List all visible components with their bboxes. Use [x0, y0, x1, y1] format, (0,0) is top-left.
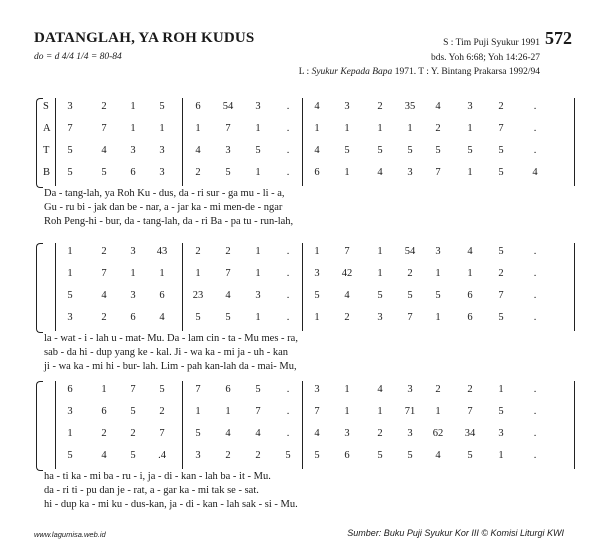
note: 1 — [159, 123, 165, 134]
voice-row — [0, 287, 600, 309]
note: 1 — [101, 384, 107, 395]
lyricist-rest: 1971. T : Y. Bintang Prakarsa 1992/94 — [392, 67, 540, 77]
note: 5 — [159, 384, 165, 395]
bar-line — [55, 309, 56, 331]
note: 2 — [344, 312, 350, 323]
note: 7 — [195, 384, 201, 395]
note: 4 — [101, 145, 107, 156]
note: 1 — [67, 268, 73, 279]
note: 6 — [159, 290, 165, 301]
bar-line — [182, 309, 183, 331]
voice-row — [0, 425, 600, 447]
note: . — [533, 246, 537, 257]
note: .4 — [158, 450, 166, 461]
note: 6 — [225, 384, 231, 395]
note: 1 — [377, 123, 383, 134]
lyric-line: sab - da hi - dup yang ke - kal. Ji - wa ka - mi ja - uh - kan — [44, 347, 289, 358]
note: 2 — [225, 450, 231, 461]
note: 1 — [255, 246, 261, 257]
bar-line — [182, 403, 183, 425]
note: 1 — [314, 246, 320, 257]
note: 6 — [101, 406, 107, 417]
bar-line — [574, 142, 575, 164]
note: 3 — [67, 312, 73, 323]
note: 5 — [225, 312, 231, 323]
voice-row — [0, 447, 600, 469]
note: . — [533, 428, 537, 439]
note: 2 — [225, 246, 231, 257]
note: 3 — [159, 145, 165, 156]
note: 5 — [498, 312, 504, 323]
note: 71 — [404, 406, 416, 417]
note: 3 — [130, 145, 136, 156]
bar-line — [182, 381, 183, 403]
note: 3 — [407, 428, 413, 439]
voice-row — [0, 98, 600, 120]
note: . — [286, 167, 290, 178]
bar-line — [574, 287, 575, 309]
bar-line — [182, 425, 183, 447]
note: 2 — [195, 167, 201, 178]
note: 5 — [101, 167, 107, 178]
note: 4 — [532, 167, 538, 178]
bar-line — [574, 425, 575, 447]
note: 7 — [255, 406, 261, 417]
note: 7 — [314, 406, 320, 417]
bar-line — [574, 403, 575, 425]
note: . — [286, 384, 290, 395]
bar-line — [182, 243, 183, 265]
bar-line — [302, 120, 303, 142]
note: 5 — [195, 312, 201, 323]
bar-line — [574, 243, 575, 265]
bar-line — [55, 243, 56, 265]
bar-line — [55, 120, 56, 142]
note: 3 — [225, 145, 231, 156]
bar-line — [55, 381, 56, 403]
note: 4 — [195, 145, 201, 156]
note: 5 — [407, 290, 413, 301]
tempo-marking: do = d 4/4 1/4 = 80-84 — [34, 52, 122, 62]
note: 2 — [101, 101, 107, 112]
note: 2 — [195, 246, 201, 257]
note: 4 — [314, 145, 320, 156]
note: 3 — [407, 167, 413, 178]
bar-line — [302, 243, 303, 265]
bar-line — [574, 98, 575, 120]
note: 5 — [498, 246, 504, 257]
note: 3 — [255, 290, 261, 301]
note: 5 — [159, 101, 165, 112]
bar-line — [182, 447, 183, 469]
note: 5 — [407, 450, 413, 461]
note: 3 — [314, 384, 320, 395]
note: . — [533, 312, 537, 323]
note: 2 — [377, 428, 383, 439]
note: 5 — [377, 145, 383, 156]
note: 1 — [344, 384, 350, 395]
note: 1 — [377, 406, 383, 417]
note: 5 — [255, 145, 261, 156]
note: 23 — [192, 290, 204, 301]
note: . — [286, 312, 290, 323]
note: 2 — [435, 384, 441, 395]
note: 3 — [130, 246, 136, 257]
note: 7 — [225, 268, 231, 279]
note: 5 — [255, 384, 261, 395]
note: 3 — [498, 428, 504, 439]
note: 3 — [467, 101, 473, 112]
lyric-line: da - ri ti - pu dan je - rat, a - gar ka - mi tak se - sat. — [44, 485, 259, 496]
note: 2 — [159, 406, 165, 417]
voice-row — [0, 164, 600, 186]
voice-row — [0, 142, 600, 164]
note: 2 — [498, 101, 504, 112]
composer-credit: S : Tim Puji Syukur 1991 — [443, 38, 540, 48]
note: 1 — [435, 312, 441, 323]
voice-row — [0, 120, 600, 142]
note: 1 — [467, 123, 473, 134]
note: 5 — [195, 428, 201, 439]
note: 1 — [498, 450, 504, 461]
note: 43 — [156, 246, 168, 257]
voice-row — [0, 381, 600, 403]
note: 7 — [130, 384, 136, 395]
lyric-line: hi - dup ka - mi ku - dus-kan, ja - di - kan - lah sak - si - Mu. — [44, 499, 298, 510]
note: 1 — [435, 268, 441, 279]
note: . — [286, 101, 290, 112]
bar-line — [302, 287, 303, 309]
note: . — [286, 268, 290, 279]
note: 1 — [344, 406, 350, 417]
note: . — [533, 101, 537, 112]
note: 2 — [498, 268, 504, 279]
note: 7 — [101, 268, 107, 279]
note: 5 — [498, 167, 504, 178]
note: 6 — [130, 167, 136, 178]
bar-line — [55, 265, 56, 287]
bar-line — [55, 287, 56, 309]
bar-line — [55, 164, 56, 186]
note: 3 — [344, 101, 350, 112]
note: 5 — [67, 290, 73, 301]
lyric-line: ha - ti ka - mi ba - ru - i, ja - di - kan - lah ba - it - Mu. — [44, 471, 271, 482]
note: 7 — [344, 246, 350, 257]
note: 2 — [101, 428, 107, 439]
note: 6 — [344, 450, 350, 461]
note: 2 — [130, 428, 136, 439]
note: 2 — [435, 123, 441, 134]
lyricist-source: Syukur Kepada Bapa — [311, 67, 393, 77]
note: 1 — [225, 406, 231, 417]
bar-line — [302, 98, 303, 120]
note: 1 — [435, 406, 441, 417]
note: . — [286, 290, 290, 301]
song-title: DATANGLAH, YA ROH KUDUS — [34, 30, 255, 46]
bar-line — [302, 265, 303, 287]
note: 7 — [435, 167, 441, 178]
bar-line — [574, 120, 575, 142]
note: 5 — [67, 145, 73, 156]
note: 2 — [467, 384, 473, 395]
note: 4 — [159, 312, 165, 323]
note: 3 — [67, 101, 73, 112]
note: 1 — [67, 428, 73, 439]
note: 3 — [407, 384, 413, 395]
note: . — [533, 123, 537, 134]
bar-line — [182, 164, 183, 186]
bar-line — [55, 98, 56, 120]
note: 1 — [130, 268, 136, 279]
voice-label: S — [43, 101, 49, 112]
note: 5 — [407, 145, 413, 156]
bar-line — [55, 142, 56, 164]
note: 1 — [407, 123, 413, 134]
note: 2 — [101, 246, 107, 257]
bar-line — [302, 142, 303, 164]
voice-label: B — [43, 167, 51, 178]
note: 54 — [404, 246, 416, 257]
note: 7 — [407, 312, 413, 323]
note: 3 — [195, 450, 201, 461]
note: 5 — [344, 145, 350, 156]
lyricist-credit — [299, 67, 540, 77]
note: . — [286, 428, 290, 439]
note: 5 — [225, 167, 231, 178]
bar-line — [182, 142, 183, 164]
note: . — [286, 123, 290, 134]
note: 3 — [435, 246, 441, 257]
note: 1 — [130, 123, 136, 134]
note: 54 — [222, 101, 234, 112]
note: 7 — [225, 123, 231, 134]
note: 3 — [159, 167, 165, 178]
note: 2 — [407, 268, 413, 279]
note: 1 — [255, 123, 261, 134]
scripture-reference: bds. Yoh 6:68; Yoh 14:26-27 — [430, 53, 540, 63]
note: 7 — [101, 123, 107, 134]
hymn-number: 572 — [545, 28, 572, 48]
note: 1 — [255, 268, 261, 279]
note: 4 — [344, 290, 350, 301]
note: 4 — [225, 290, 231, 301]
note: 5 — [285, 450, 291, 461]
bar-line — [302, 403, 303, 425]
website-footer: www.lagumisa.web.id — [34, 530, 106, 539]
note: 7 — [498, 290, 504, 301]
bar-line — [302, 309, 303, 331]
note: 5 — [467, 145, 473, 156]
note: 1 — [467, 268, 473, 279]
note: 5 — [130, 406, 136, 417]
source-footer: Sumber: Buku Puji Syukur Kor III © Komisi Liturgi KWI — [347, 528, 564, 538]
note: 5 — [314, 450, 320, 461]
bar-line — [182, 287, 183, 309]
note: 1 — [377, 246, 383, 257]
note: 1 — [195, 268, 201, 279]
note: 7 — [67, 123, 73, 134]
note: 5 — [67, 450, 73, 461]
lyricist-prefix: L : — [298, 67, 312, 77]
lyric-line: Gu - ru bi - jak dan be - nar, a - jar ka - mi men-de - ngar — [44, 202, 283, 213]
bar-line — [574, 381, 575, 403]
note: 4 — [435, 101, 441, 112]
note: 4 — [435, 450, 441, 461]
lyric-line: ji - wa ka - mi hi - bur- lah. Lim - pah kan-lah da - mai- Mu, — [44, 361, 297, 372]
bar-line — [574, 265, 575, 287]
note: 3 — [130, 290, 136, 301]
voice-row — [0, 265, 600, 287]
note: 5 — [498, 406, 504, 417]
note: . — [286, 246, 290, 257]
note: 6 — [130, 312, 136, 323]
voice-row — [0, 403, 600, 425]
note: . — [533, 268, 537, 279]
note: 7 — [159, 428, 165, 439]
note: 6 — [314, 167, 320, 178]
lyric-line: la - wat - i - lah u - mat- Mu. Da - lam cin - ta - Mu mes - ra, — [44, 333, 298, 344]
note: 5 — [377, 290, 383, 301]
note: 1 — [159, 268, 165, 279]
bar-line — [574, 164, 575, 186]
note: 4 — [377, 167, 383, 178]
note: 34 — [464, 428, 476, 439]
note: 3 — [344, 428, 350, 439]
note: 4 — [467, 246, 473, 257]
bar-line — [302, 425, 303, 447]
bar-line — [302, 381, 303, 403]
bar-line — [302, 164, 303, 186]
bar-line — [574, 447, 575, 469]
note: 4 — [255, 428, 261, 439]
note: 6 — [467, 290, 473, 301]
note: 1 — [195, 406, 201, 417]
note: 1 — [344, 123, 350, 134]
note: . — [533, 384, 537, 395]
note: 4 — [101, 290, 107, 301]
note: . — [533, 406, 537, 417]
note: 7 — [498, 123, 504, 134]
note: 1 — [467, 167, 473, 178]
voice-row — [0, 309, 600, 331]
lyric-line: Da - tang-lah, ya Roh Ku - dus, da - ri sur - ga mu - li - a, — [44, 188, 285, 199]
note: 1 — [498, 384, 504, 395]
note: . — [533, 450, 537, 461]
bar-line — [574, 309, 575, 331]
note: 1 — [377, 268, 383, 279]
note: 4 — [377, 384, 383, 395]
voice-label: T — [43, 145, 50, 156]
note: 6 — [467, 312, 473, 323]
note: 6 — [67, 384, 73, 395]
note: 4 — [101, 450, 107, 461]
note: 4 — [225, 428, 231, 439]
note: 5 — [498, 145, 504, 156]
note: 1 — [255, 312, 261, 323]
note: 5 — [435, 145, 441, 156]
note: 1 — [314, 312, 320, 323]
note: . — [533, 145, 537, 156]
bar-line — [55, 447, 56, 469]
note: 1 — [314, 123, 320, 134]
note: 5 — [130, 450, 136, 461]
bar-line — [302, 447, 303, 469]
bar-line — [182, 120, 183, 142]
lyric-line: Roh Peng-hi - bur, da - tang-lah, da - ri Ba - pa tu - run-lah, — [44, 216, 294, 227]
voice-row — [0, 243, 600, 265]
note: 5 — [435, 290, 441, 301]
note: 1 — [130, 101, 136, 112]
note: 4 — [314, 101, 320, 112]
note: 62 — [432, 428, 444, 439]
note: 1 — [67, 246, 73, 257]
note: 2 — [377, 101, 383, 112]
note: 42 — [341, 268, 353, 279]
note: 3 — [255, 101, 261, 112]
voice-label: A — [43, 123, 51, 134]
note: 7 — [467, 406, 473, 417]
bar-line — [182, 98, 183, 120]
note: 5 — [467, 450, 473, 461]
note: 4 — [314, 428, 320, 439]
bar-line — [182, 265, 183, 287]
note: 6 — [195, 101, 201, 112]
note: . — [533, 290, 537, 301]
note: 1 — [344, 167, 350, 178]
note: 5 — [314, 290, 320, 301]
bar-line — [55, 403, 56, 425]
note: . — [286, 406, 290, 417]
note: . — [286, 145, 290, 156]
bar-line — [55, 425, 56, 447]
note: 35 — [404, 101, 416, 112]
note: 3 — [314, 268, 320, 279]
note: 3 — [377, 312, 383, 323]
note: 1 — [195, 123, 201, 134]
note: 2 — [255, 450, 261, 461]
note: 1 — [255, 167, 261, 178]
note: 5 — [67, 167, 73, 178]
note: 2 — [101, 312, 107, 323]
note: 5 — [377, 450, 383, 461]
note: 3 — [67, 406, 73, 417]
